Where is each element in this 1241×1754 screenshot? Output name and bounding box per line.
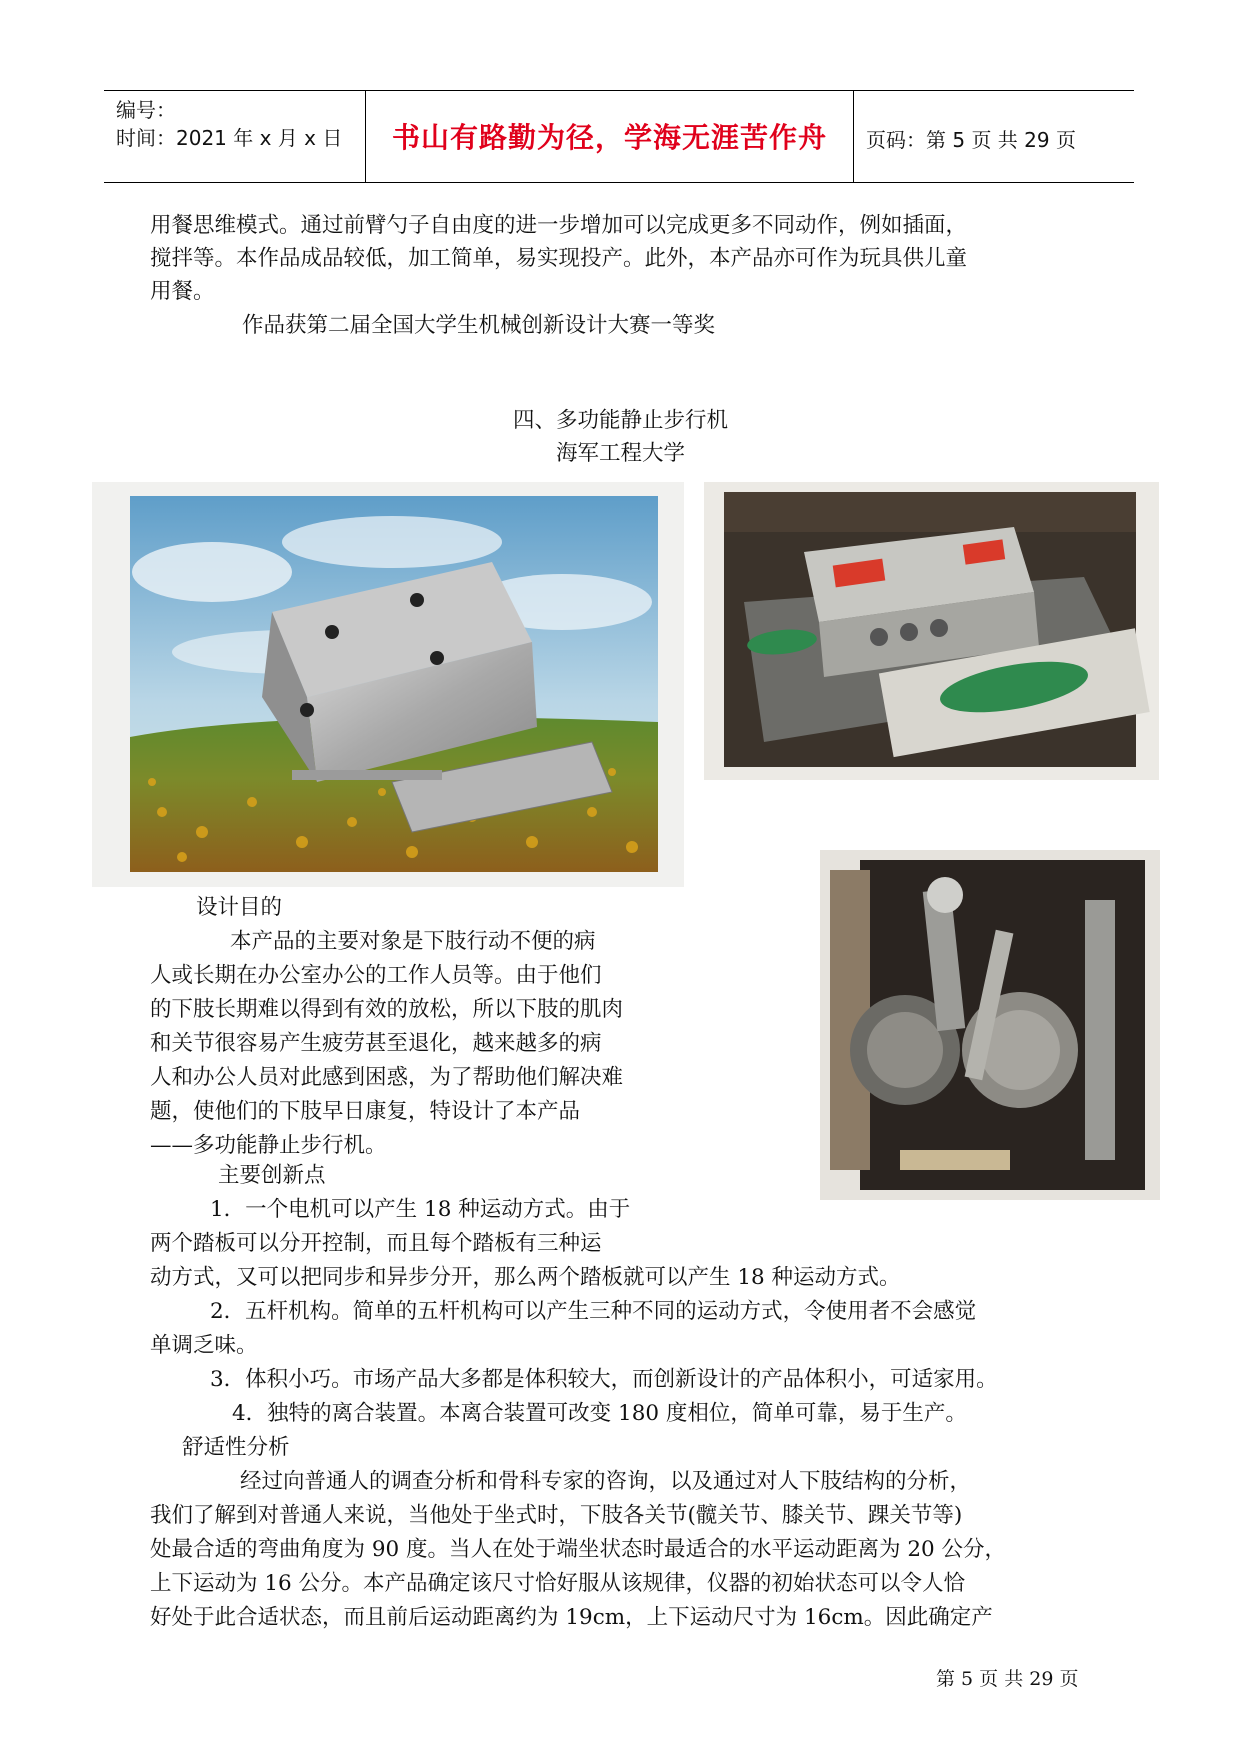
innovation-2-line-1: 2．五杆机构。简单的五杆机构可以产生三种不同的运动方式，令使用者不会感觉	[210, 1299, 977, 1324]
innovation-4: 4．独特的离合装置。本离合装置可改变 180 度相位，简单可靠，易于生产。	[232, 1401, 967, 1426]
comfort-heading: 舒适性分析	[182, 1435, 290, 1460]
innovation-2-line-2: 单调乏味。	[150, 1333, 258, 1358]
intro-line-1: 用餐思维模式。通过前臂勺子自由度的进一步增加可以完成更多不同动作，例如插面，	[150, 213, 968, 238]
header-page-label: 页码：第 5 页 共 29 页	[866, 128, 1076, 152]
innovation-3: 3．体积小巧。市场产品大多都是体积较大，而创新设计的产品体积小，可适家用。	[210, 1367, 998, 1392]
render-photo-illustration	[92, 482, 684, 887]
comfort-line-2: 我们了解到对普通人来说，当他处于坐式时，下肢各关节(髋关节、膝关节、踝关节等)	[150, 1503, 963, 1528]
intro-line-3: 用餐。	[150, 279, 215, 304]
innovation-1-line-3: 动方式，又可以把同步和异步分开，那么两个踏板就可以产生 18 种运动方式。	[150, 1265, 901, 1290]
footer-page-number: 第 5 页 共 29 页	[936, 1668, 1079, 1690]
render-photo	[92, 482, 684, 887]
comfort-line-5: 好处于此合适状态，而且前后运动距离约为 19cm，上下运动尺寸为 16cm。因此确定产	[150, 1605, 993, 1630]
mechanism-photo-illustration	[820, 850, 1160, 1200]
design-purpose-line-5: 人和办公人员对此感到困惑，为了帮助他们解决难	[150, 1065, 624, 1090]
innovation-1-line-2: 两个踏板可以分开控制，而且每个踏板有三种运	[150, 1231, 602, 1256]
machine-photo	[704, 482, 1159, 780]
header-bottom-rule	[104, 182, 1134, 183]
mechanism-photo	[820, 850, 1160, 1200]
header-time-label: 时间：2021 年 x 月 x 日	[116, 126, 343, 150]
innovation-heading: 主要创新点	[218, 1163, 326, 1188]
design-purpose-line-1: 本产品的主要对象是下肢行动不便的病	[230, 929, 596, 954]
design-purpose-heading: 设计目的	[196, 895, 283, 920]
design-purpose-line-3: 的下肢长期难以得到有效的放松，所以下肢的肌肉	[150, 997, 624, 1022]
comfort-line-1: 经过向普通人的调查分析和骨科专家的咨询，以及通过对人下肢结构的分析，	[240, 1469, 972, 1494]
machine-photo-illustration	[704, 482, 1159, 780]
intro-line-2: 搅拌等。本作品成品较低，加工简单，易实现投产。此外，本产品亦可作为玩具供儿童	[150, 246, 968, 271]
design-purpose-line-4: 和关节很容易产生疲劳甚至退化，越来越多的病	[150, 1031, 602, 1056]
section-title: 四、多功能静止步行机	[512, 408, 728, 433]
design-purpose-line-2: 人或长期在办公室办公的工作人员等。由于他们	[150, 963, 602, 988]
design-purpose-line-6: 题，使他们的下肢早日康复，特设计了本产品	[150, 1099, 581, 1124]
header-top-rule	[104, 90, 1134, 91]
award-line: 作品获第二届全国大学生机械创新设计大赛一等奖	[242, 313, 716, 338]
header-number-label: 编号：	[116, 98, 176, 122]
comfort-line-4: 上下运动为 16 公分。本产品确定该尺寸恰好服从该规律，仪器的初始状态可以令人恰	[150, 1571, 966, 1596]
design-purpose-line-7: ——多功能静止步行机。	[150, 1133, 387, 1158]
section-school: 海军工程大学	[555, 441, 685, 466]
innovation-1-line-1: 1．一个电机可以产生 18 种运动方式。由于	[210, 1197, 631, 1222]
comfort-line-3: 处最合适的弯曲角度为 90 度。当人在处于端坐状态时最适合的水平运动距离为 20 公分，	[150, 1537, 1007, 1562]
header-motto: 书山有路勤为径，学海无涯苦作舟	[391, 121, 827, 154]
header-divider-right	[853, 90, 854, 182]
